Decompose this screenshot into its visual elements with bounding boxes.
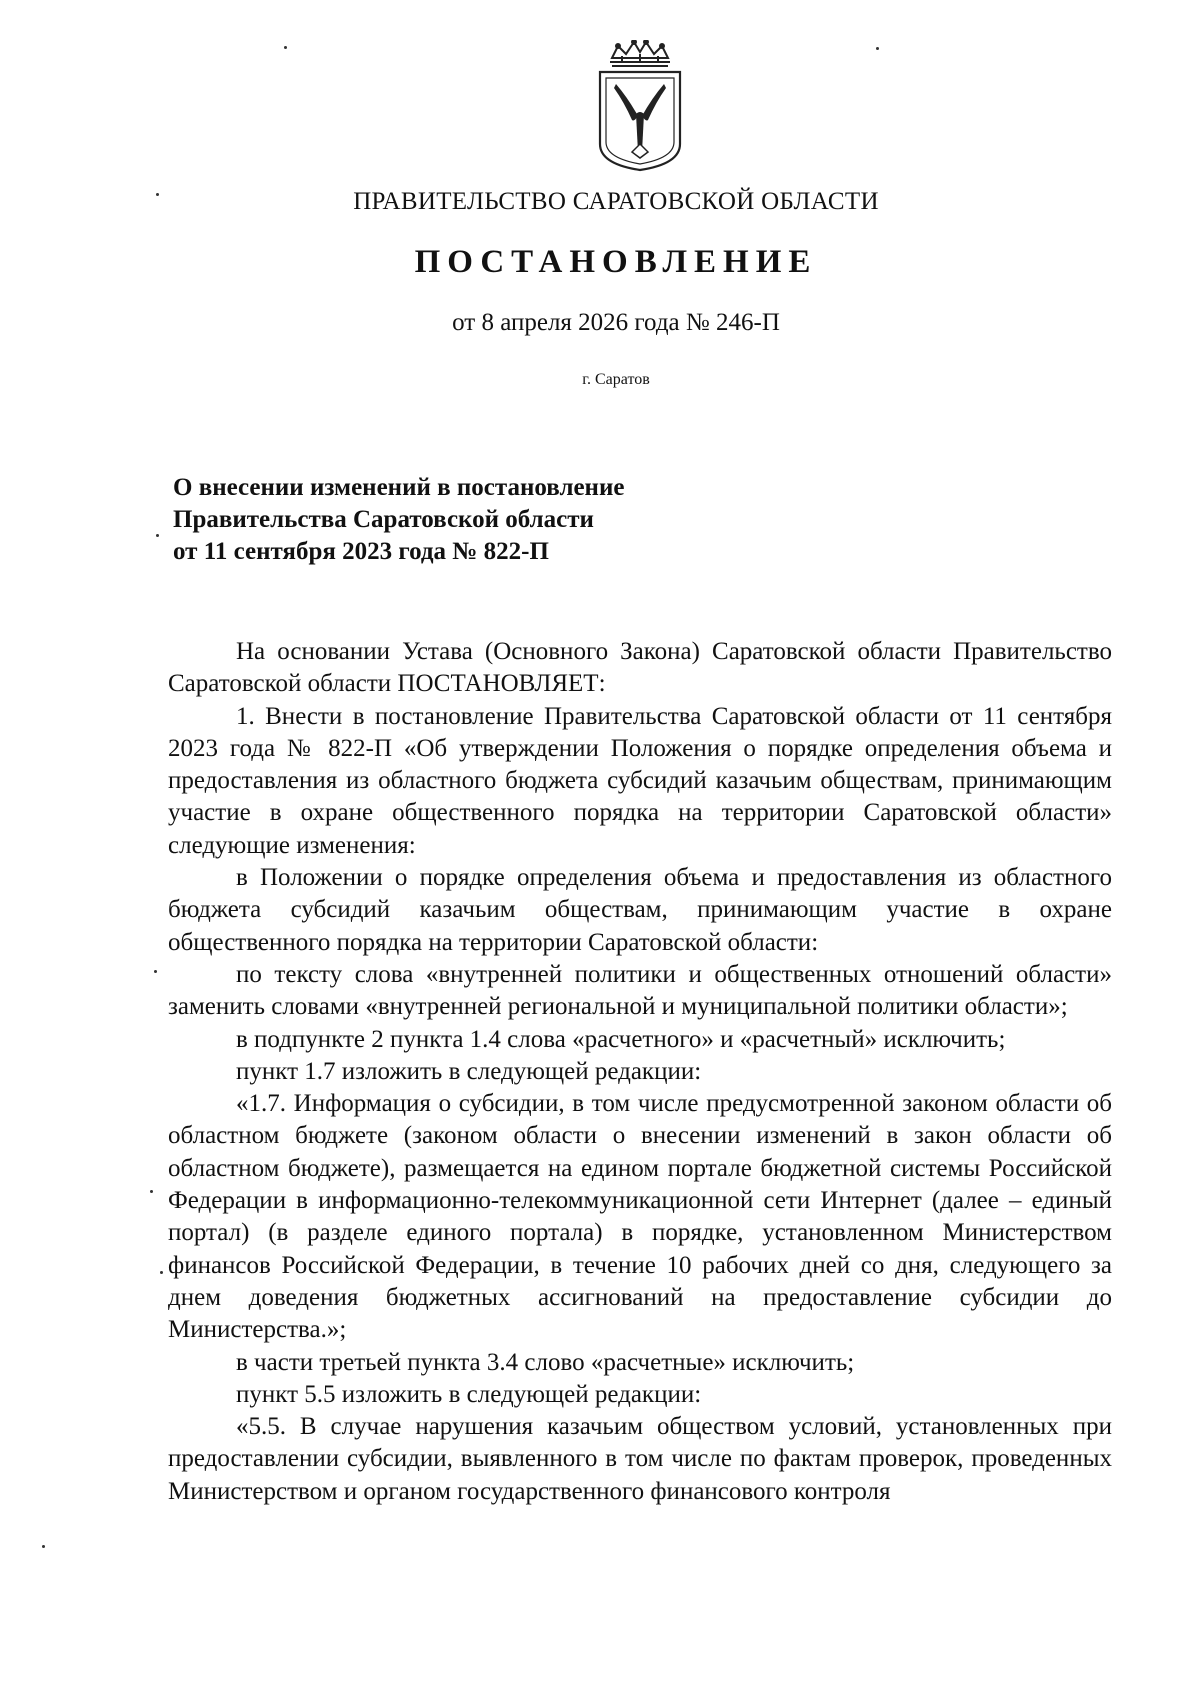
body-paragraph: 1. Внести в постановление Правительства Саратовской области от 11 сентября 2023 года № 822-П «Об утверждении Положения о порядке определения объема и предоставления из областного бюджета субсидий казачьим обществам, принимающим участие в охране общественного порядка на территории Саратовской области» следующие изменения: (168, 702, 1112, 859)
document-city: г. Саратов (582, 371, 650, 388)
body-paragraph: На основании Устава (Основного Закона) Саратовской области Правительство Саратовской области ПОСТАНОВЛЯЕТ: (168, 638, 1112, 698)
scan-speck (154, 970, 157, 973)
document-body (168, 636, 1112, 1508)
body-paragraph: в Положении о порядке определения объема и предоставления из областного бюджета субсидий казачьим обществам, принимающим участие в охране общественного порядка на территории Саратовской области: (168, 864, 1112, 956)
scan-speck (160, 1271, 163, 1274)
body-paragraph: в подпункте 2 пункта 1.4 слова «расчетного» и «расчетный» исключить; (236, 1025, 1006, 1053)
organization-name: ПРАВИТЕЛЬСТВО САРАТОВСКОЙ ОБЛАСТИ (353, 188, 879, 215)
coat-of-arms-emblem (594, 40, 686, 172)
title-line: от 11 сентября 2023 года № 822-П (173, 538, 549, 565)
scan-speck (876, 47, 879, 50)
scan-speck (156, 534, 159, 537)
scan-speck (150, 1190, 153, 1193)
title-line: Правительства Саратовской области (173, 506, 594, 533)
body-paragraph: по тексту слова «внутренней политики и общественных отношений области» заменить словами «внутренней региональной и муниципальной политики области»; (168, 960, 1112, 1021)
title-line: О внесении изменений в постановление (173, 474, 625, 501)
scan-speck (156, 193, 159, 196)
document-date-number: от 8 апреля 2026 года № 246-П (452, 309, 780, 336)
scan-speck (284, 46, 287, 49)
body-paragraph: в части третьей пункта 3.4 слово «расчетные» исключить; (236, 1348, 855, 1376)
document-type: ПОСТАНОВЛЕНИЕ (414, 244, 818, 280)
body-paragraph: пункт 5.5 изложить в следующей редакции: (236, 1380, 702, 1408)
body-paragraph: пункт 1.7 изложить в следующей редакции: (236, 1057, 702, 1085)
document-title (173, 472, 793, 568)
body-paragraph: «1.7. Информация о субсидии, в том числе предусмотренной законом области об областном бюджете (законом области о внесении изменений в закон области об областном бюджете), размещается на едином портале бюджетной системы Российской Федерации в информационно-телекоммуникационной сети Интернет (далее – единый портал) (в разделе единого портала) в порядке, установленном Министерством финансов Российской Федерации, в течение 10 рабочих дней со дня, следующего за днем доведения бюджетных ассигнований на предоставление субсидии до Министерства.»; (168, 1090, 1112, 1344)
body-paragraph: «5.5. В случае нарушения казачьим обществом условий, установленных при предоставлении субсидии, выявленного в том числе по фактам проверок, проведенных Министерством и органом государственного финансового контроля (168, 1413, 1112, 1505)
scan-speck (42, 1545, 45, 1548)
crown-icon (610, 40, 670, 66)
